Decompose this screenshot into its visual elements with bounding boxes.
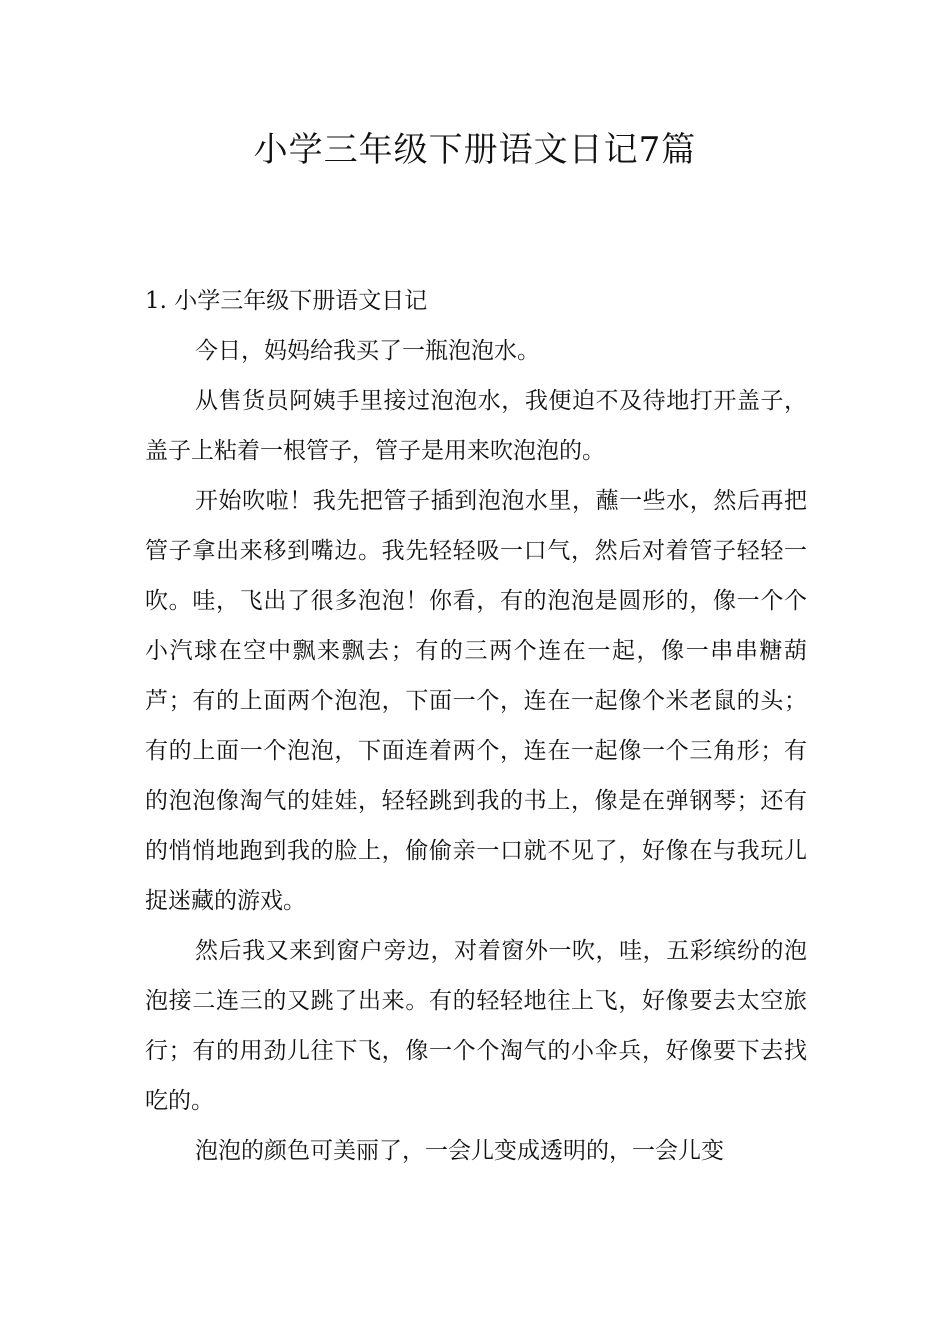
paragraph-1: 今日，妈妈给我买了一瓶泡泡水。	[195, 338, 540, 364]
document-title: 小学三年级下册语文日记7篇	[253, 130, 697, 170]
document-body	[145, 276, 807, 1176]
paragraph-2: 从售货员阿姨手里接过泡泡水，我便迫不及待地打开盖子，盖子上粘着一根管子，管子是用来吹泡泡的。	[145, 388, 807, 464]
paragraph-3: 开始吹啦！我先把管子插到泡泡水里，蘸一些水，然后再把管子拿出来移到嘴边。我先轻轻吸一口气，然后对着管子轻轻一吹。哇，飞出了很多泡泡！你看，有的泡泡是圆形的，像一个个小汽球在空中飘来飘去；有的三两个连在一起，像一串串糖葫芦；有的上面两个泡泡，下面一个，连在一起像个米老鼠的头；有的上面一个泡泡，下面连着两个，连在一起像一个三角形；有的泡泡像淘气的娃娃，轻轻跳到我的书上，像是在弹钢琴；还有的悄悄地跑到我的脸上，偷偷亲一口就不见了，好像在与我玩儿捉迷藏的游戏。	[145, 488, 807, 914]
paragraph-4: 然后我又来到窗户旁边，对着窗外一吹，哇，五彩缤纷的泡泡接二连三的又跳了出来。有的轻轻地往上飞，好像要去太空旅行；有的用劲儿往下飞，像一个个淘气的小伞兵，好像要下去找吃的。	[145, 938, 807, 1114]
section-heading: 1. 小学三年级下册语文日记	[145, 288, 428, 314]
paragraph-5: 泡泡的颜色可美丽了，一会儿变成透明的，一会儿变	[195, 1138, 724, 1164]
